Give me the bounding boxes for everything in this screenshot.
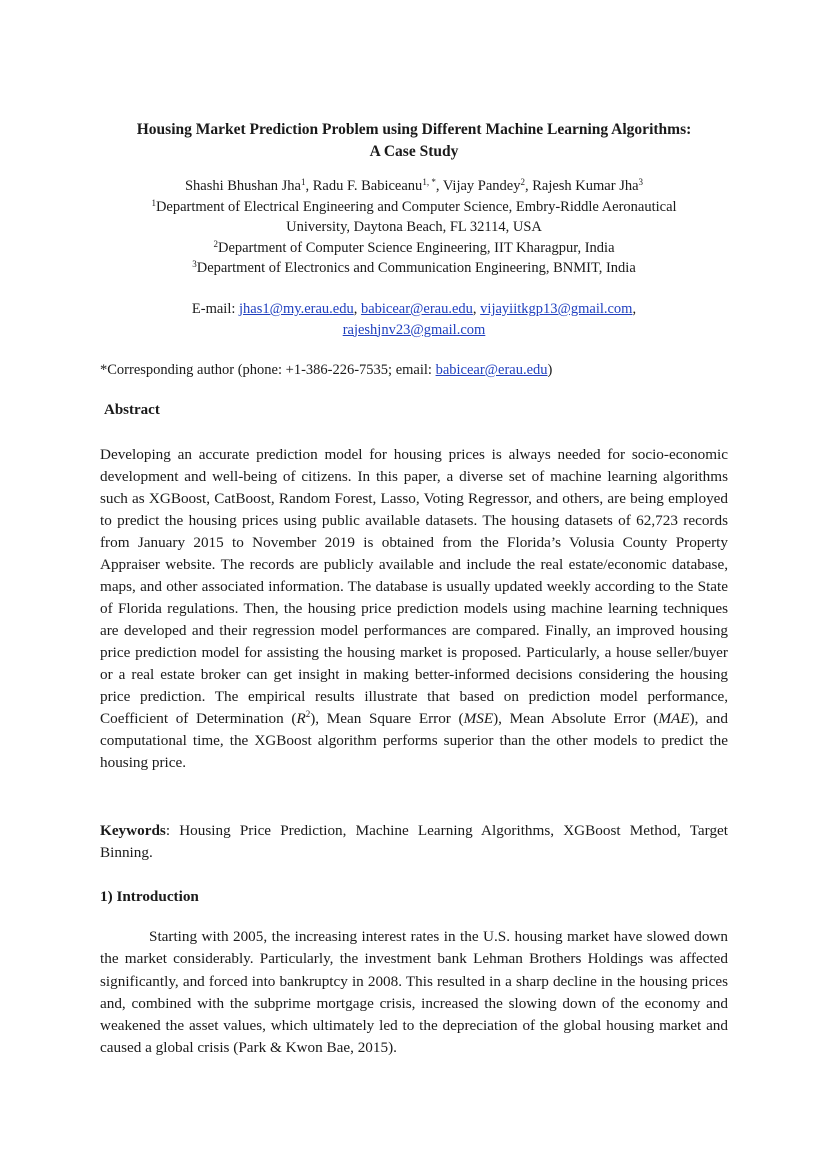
- email-link[interactable]: vijayiitkgp13@gmail.com: [480, 301, 633, 317]
- affiliation-3: $^3$Department of Electronics and Communication Engineering, BNMIT, India: [192, 259, 636, 276]
- author-block: [60, 176, 768, 279]
- abstract-heading: Abstract: [104, 402, 160, 418]
- title-line-2: A Case Study: [369, 143, 459, 160]
- affiliation-1-continued: University, Daytona Beach, FL 32114, USA: [286, 219, 542, 235]
- author-affiliation-mark: 1: [300, 177, 306, 187]
- affiliation-2: $^2$Department of Computer Science Engineering, IIT Kharagpur, India: [213, 238, 615, 256]
- email-link[interactable]: jhas1@my.erau.edu: [239, 301, 354, 317]
- paper-title: [60, 119, 768, 163]
- abstract-text: Developing an accurate prediction model for housing prices is always needed for socio-economic development and well-being of citizens. In this paper, a diverse set of machine learning algorithms such as XGBoost, CatBoost, Random Forest, Lasso, Voting Regressor, and others, are being employed to predict the housing prices using public available datasets. The housing datasets of 62,723 records from January 2015 to November 2019 is obtained from the Florida’s Volusia County Property Appraiser website. The records are publicly available and include the real estate/economic database, maps, and other associated information. The database is usually updated weekly according to the State of Florida regulations. Then, the housing price prediction models using machine learning techniques are developed and their regression model performances are compared. Finally, an improved housing price prediction model for assisting the housing market is proposed. Particularly, a house seller/buyer or a real estate broker can get insight in making better-informed decisions considering the housing price prediction. The empirical results illustrate that based on prediction model performance, Coefficient of Determination $(R^2)$, Mean Square Error (MSE), Mean Absolute Error (MAE), and computational time, the XGBoost algorithm performs superior than the other models to predict the housing price.: [100, 446, 728, 771]
- author-name: Rajesh Kumar Jha: [532, 178, 639, 194]
- introduction-text: Starting with 2005, the increasing interest rates in the U.S. housing market have slowed down the market considerably. Particularly, the investment bank Lehman Brothers Holdings was affected significantly, and forced into bankruptcy in 2008. This resulted in a sharp decline in the housing prices and, combined with the subprime mortgage crisis, increased the slowing down of the economy and weakened the asset values, which ultimately led to the depreciation of the global housing market and caused a global crisis (Park & Kwon Bae, 2015).: [100, 928, 728, 1057]
- title-line-1: Housing Market Prediction Problem using Different Machine Learning Algorithms:: [136, 121, 692, 138]
- introduction-heading: 1) Introduction: [100, 888, 199, 905]
- author-list: Shashi Bhushan Jha$^1$, Radu F. Babiceanu$^{1, *}$, Vijay Pandey$^2$, Rajesh Kumar Jha$^3$: [184, 177, 644, 194]
- author-affiliation-mark: 2: [520, 177, 525, 187]
- author-name: Vijay Pandey: [442, 178, 521, 194]
- author-affiliation-mark: 3: [638, 177, 644, 187]
- email-link[interactable]: babicear@erau.edu: [360, 301, 473, 317]
- author-affiliation-mark: 1, *: [422, 177, 436, 187]
- keywords: Keywords: Housing Price Prediction, Machine Learning Algorithms, XGBoost Method, Target Binning.: [100, 822, 728, 861]
- author-name: Radu F. Babiceanu: [312, 178, 423, 194]
- keywords-label: Keywords: [100, 822, 166, 839]
- corresponding-author-note: *Corresponding author (phone: +1-386-226-7535; email: babicear@erau.edu): [100, 362, 553, 378]
- email-label: E-mail:: [191, 301, 236, 317]
- email-block: E-mail: jhas1@my.erau.edu, babicear@erau.edu, vijayiitkgp13@gmail.com, rajeshjnv23@gmail.com: [191, 301, 637, 338]
- author-name: Shashi Bhushan Jha: [184, 178, 301, 194]
- email-link[interactable]: babicear@erau.edu: [435, 362, 548, 378]
- email-link[interactable]: rajeshjnv23@gmail.com: [342, 321, 486, 338]
- affiliation-1: $^1$Department of Electrical Engineering and Computer Science, Embry-Riddle Aeronautical: [151, 197, 677, 215]
